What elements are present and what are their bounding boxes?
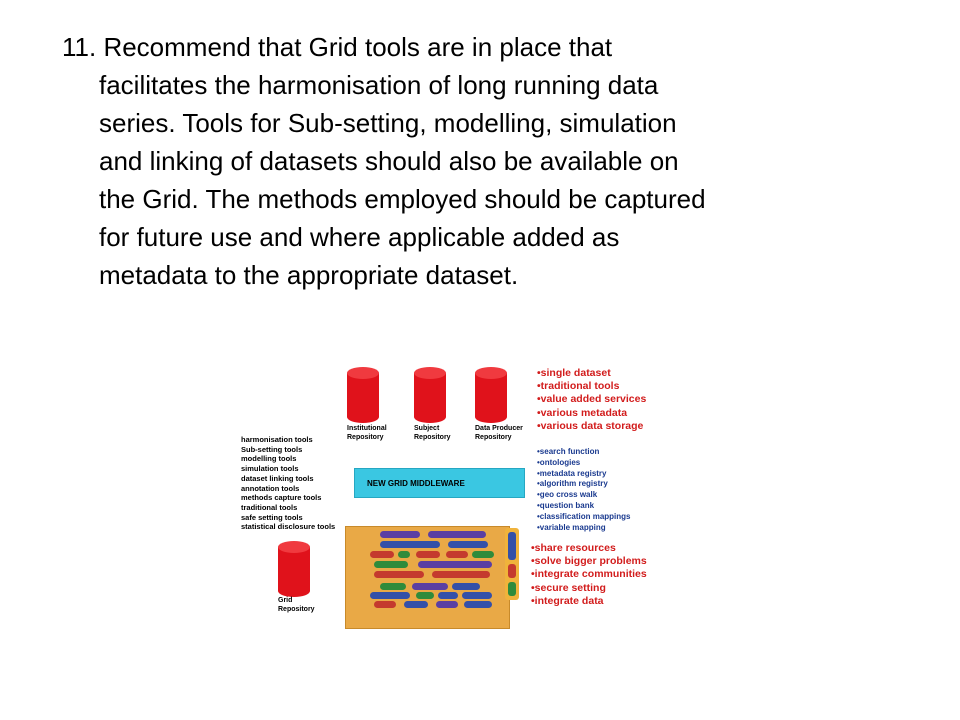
text-line: for future use and where applicable added as: [99, 222, 620, 252]
list-item: •share resources: [531, 542, 616, 554]
list-item: •integrate data: [531, 594, 604, 607]
list-item: •question bank: [537, 500, 595, 510]
text-line: 11. Recommend that Grid tools are in place that: [62, 32, 613, 62]
list-item: traditional tools: [241, 502, 298, 512]
institutional-repository-label: Institutional Repository: [347, 425, 387, 441]
list-item: •algorithm registry: [537, 479, 608, 489]
text-line: facilitates the harmonisation of long running data: [99, 70, 659, 100]
grid-repository-label: Grid Repository: [278, 597, 315, 613]
list-item: •single dataset: [537, 367, 611, 379]
repository-features-list: [537, 367, 646, 433]
text-line: the Grid. The methods employed should be captured: [99, 184, 706, 214]
grid-diagram: [232, 355, 672, 630]
text-line: metadata to the appropriate dataset.: [99, 260, 519, 290]
main-text-block: [62, 28, 922, 294]
list-item: annotation tools: [241, 483, 300, 493]
list-item: •search function: [537, 447, 600, 456]
grid-benefits-list: [531, 542, 647, 608]
list-item: •classification mappings: [537, 511, 631, 521]
institutional-repository-icon: [347, 367, 379, 423]
list-item: •various metadata: [537, 406, 628, 419]
grid-architecture-stack-image: [345, 526, 510, 629]
list-item: •geo cross walk: [537, 490, 598, 500]
list-item: •metadata registry: [537, 468, 607, 478]
list-item: •secure setting: [531, 581, 606, 594]
list-item: simulation tools: [241, 464, 299, 474]
text-line: series. Tools for Sub-setting, modelling, simulation: [99, 108, 677, 138]
subject-repository-icon: [414, 367, 446, 423]
list-item: methods capture tools: [241, 493, 322, 503]
list-item: modelling tools: [241, 454, 297, 464]
list-item: •value added services: [537, 393, 647, 406]
list-item: •variable mapping: [537, 522, 606, 532]
text-line: and linking of datasets should also be available on: [99, 146, 679, 176]
grid-repository-icon: [278, 541, 310, 597]
list-item: safe setting tools: [241, 512, 303, 522]
subject-repository-label: Subject Repository: [414, 425, 451, 441]
list-item: •solve bigger problems: [531, 555, 647, 568]
grid-middleware-box: NEW GRID MIDDLEWARE: [354, 468, 525, 498]
list-item: •various data storage: [537, 419, 644, 432]
data-producer-repository-icon: [475, 367, 507, 423]
list-item: statistical disclosure tools: [241, 522, 336, 532]
list-item: •ontologies: [537, 457, 581, 467]
stack-side-column: [505, 528, 519, 600]
data-producer-repository-label: Data Producer Repository: [475, 425, 523, 441]
list-item: Sub-setting tools: [241, 444, 303, 454]
middleware-features-list: [537, 447, 631, 533]
list-item: harmonisation tools: [241, 435, 313, 444]
list-item: •traditional tools: [537, 380, 620, 393]
tools-list: [241, 435, 335, 532]
list-item: •integrate communities: [531, 568, 647, 581]
list-item: dataset linking tools: [241, 473, 314, 483]
